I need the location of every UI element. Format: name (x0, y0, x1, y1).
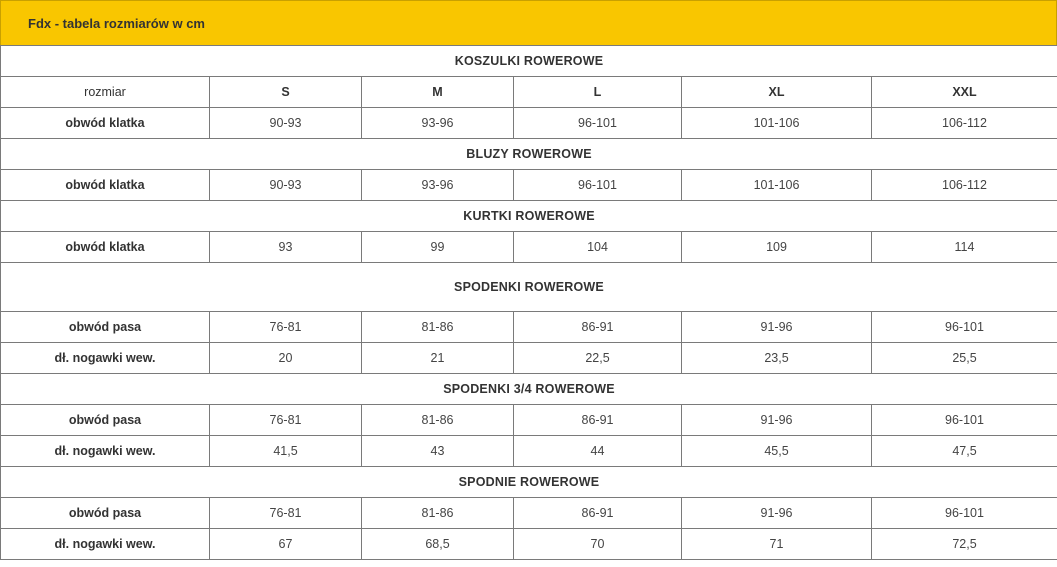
table-cell: 76-81 (210, 405, 362, 436)
table-row (1, 405, 1057, 436)
table-cell: 76-81 (210, 498, 362, 529)
table-cell: 86-91 (514, 312, 682, 343)
table-cell: 86-91 (514, 498, 682, 529)
section-title: SPODNIE ROWEROWE (1, 467, 1057, 498)
table-cell: 20 (210, 343, 362, 374)
row-label: obwód klatka (1, 232, 210, 263)
table-row (1, 108, 1057, 139)
table-cell: 96-101 (872, 312, 1057, 343)
size-header-xxl: XXL (872, 77, 1057, 108)
table-row (1, 232, 1057, 263)
size-header-m: M (362, 77, 514, 108)
table-cell: 104 (514, 232, 682, 263)
row-label: obwód pasa (1, 312, 210, 343)
section-row (1, 467, 1057, 498)
table-cell: 106-112 (872, 170, 1057, 201)
section-title: SPODENKI ROWEROWE (1, 263, 1057, 312)
table-cell: 47,5 (872, 436, 1057, 467)
table-cell: 96-101 (514, 108, 682, 139)
table-cell: 81-86 (362, 312, 514, 343)
row-label: obwód pasa (1, 498, 210, 529)
table-cell: 21 (362, 343, 514, 374)
table-row (1, 170, 1057, 201)
table-cell: 68,5 (362, 529, 514, 560)
section-title: KOSZULKI ROWEROWE (1, 46, 1057, 77)
section-title: KURTKI ROWEROWE (1, 201, 1057, 232)
row-label: dł. nogawki wew. (1, 529, 210, 560)
table-cell: 81-86 (362, 405, 514, 436)
section-title: BLUZY ROWEROWE (1, 139, 1057, 170)
table-row (1, 312, 1057, 343)
size-header-label: rozmiar (1, 77, 210, 108)
size-table (0, 45, 1057, 560)
table-cell: 41,5 (210, 436, 362, 467)
table-cell: 96-101 (872, 405, 1057, 436)
table-cell: 43 (362, 436, 514, 467)
chart-title: Fdx - tabela rozmiarów w cm (0, 0, 1057, 46)
table-cell: 93-96 (362, 170, 514, 201)
table-cell: 101-106 (682, 170, 872, 201)
table-cell: 91-96 (682, 498, 872, 529)
table-cell: 90-93 (210, 108, 362, 139)
table-cell: 70 (514, 529, 682, 560)
row-label: dł. nogawki wew. (1, 343, 210, 374)
table-cell: 114 (872, 232, 1057, 263)
row-label: obwód klatka (1, 108, 210, 139)
table-cell: 67 (210, 529, 362, 560)
section-row (1, 139, 1057, 170)
table-cell: 76-81 (210, 312, 362, 343)
table-cell: 91-96 (682, 405, 872, 436)
table-cell: 90-93 (210, 170, 362, 201)
table-cell: 93-96 (362, 108, 514, 139)
size-header-l: L (514, 77, 682, 108)
table-cell: 109 (682, 232, 872, 263)
row-label: dł. nogawki wew. (1, 436, 210, 467)
table-cell: 96-101 (514, 170, 682, 201)
table-cell: 93 (210, 232, 362, 263)
table-cell: 22,5 (514, 343, 682, 374)
table-cell: 106-112 (872, 108, 1057, 139)
header-row (1, 77, 1057, 108)
table-cell: 45,5 (682, 436, 872, 467)
section-row (1, 201, 1057, 232)
section-row (1, 263, 1057, 312)
size-header-s: S (210, 77, 362, 108)
table-cell: 81-86 (362, 498, 514, 529)
table-row (1, 529, 1057, 560)
table-row (1, 343, 1057, 374)
section-row (1, 46, 1057, 77)
table-cell: 25,5 (872, 343, 1057, 374)
row-label: obwód klatka (1, 170, 210, 201)
table-cell: 72,5 (872, 529, 1057, 560)
table-cell: 96-101 (872, 498, 1057, 529)
table-cell: 86-91 (514, 405, 682, 436)
size-header-xl: XL (682, 77, 872, 108)
table-cell: 44 (514, 436, 682, 467)
table-cell: 23,5 (682, 343, 872, 374)
section-row (1, 374, 1057, 405)
table-cell: 101-106 (682, 108, 872, 139)
table-row (1, 436, 1057, 467)
table-row (1, 498, 1057, 529)
row-label: obwód pasa (1, 405, 210, 436)
section-title: SPODENKI 3/4 ROWEROWE (1, 374, 1057, 405)
table-cell: 99 (362, 232, 514, 263)
table-cell: 91-96 (682, 312, 872, 343)
table-cell: 71 (682, 529, 872, 560)
